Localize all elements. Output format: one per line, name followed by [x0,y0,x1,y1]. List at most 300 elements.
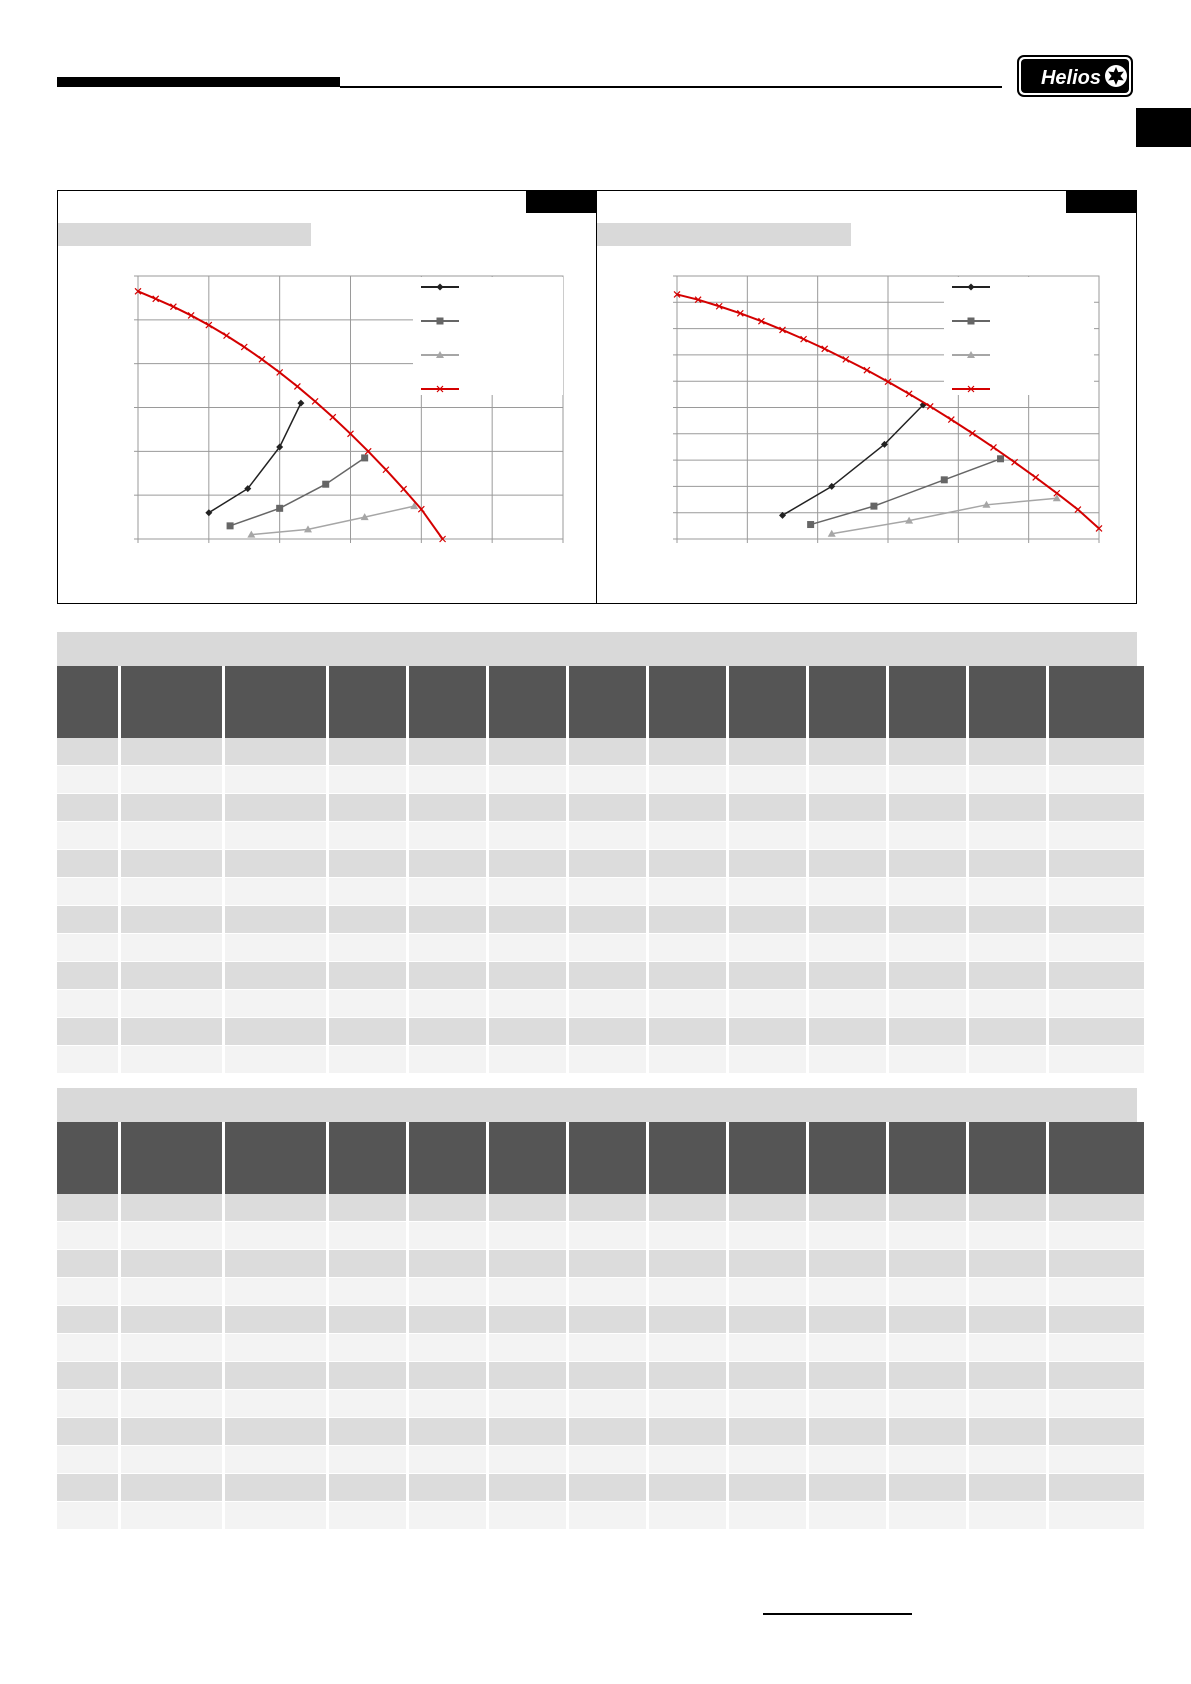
table-cell [225,962,326,990]
table-cell [809,1046,886,1074]
table-cell [329,1250,406,1278]
table-row [57,1278,1144,1306]
table-cell [121,1222,222,1250]
series-line [832,498,1057,534]
table-cell [649,906,726,934]
table-cell [409,1194,486,1222]
table-cell [225,822,326,850]
table-cell [121,822,222,850]
table-cell [969,1502,1046,1530]
table-cell [969,878,1046,906]
legend-background [944,277,1094,395]
table-cell [225,1390,326,1418]
table-cell [1049,1390,1144,1418]
table-cell [569,934,646,962]
table-cell [225,1278,326,1306]
table-cell [729,1018,806,1046]
table-cell [489,1362,566,1390]
table-cell [489,906,566,934]
table-cell [649,1474,726,1502]
data-point [437,318,444,325]
table-cell [569,1250,646,1278]
table-cell [329,1390,406,1418]
table-cell [889,738,966,766]
table-cell [329,1222,406,1250]
table-cell [649,1362,726,1390]
table-cell [1049,1046,1144,1074]
data-point [383,467,389,473]
table-cell [57,1306,118,1334]
table-cell [729,1474,806,1502]
table-row [57,850,1144,878]
table-cell [57,1334,118,1362]
table-cell [409,1306,486,1334]
table-cell [225,1306,326,1334]
table-cell [969,1334,1046,1362]
table-cell [329,794,406,822]
performance-chart-left [58,191,598,605]
data-point [927,403,933,409]
table-cell [409,738,486,766]
data-table-1 [57,632,1137,1074]
column-header [809,666,886,738]
table-cell [809,766,886,794]
table-row [57,738,1144,766]
table-cell [409,878,486,906]
data-point [948,417,954,423]
table-row [57,1334,1144,1362]
table-cell [489,1222,566,1250]
table-cell [569,766,646,794]
table-cell [1049,766,1144,794]
table-cell [121,1334,222,1362]
table-cell [225,878,326,906]
table-cell [489,822,566,850]
table-cell [649,766,726,794]
table-cell [969,990,1046,1018]
table-cell [409,1474,486,1502]
table-row [57,1306,1144,1334]
series-line [811,459,1001,525]
table-cell [969,962,1046,990]
table-cell [649,822,726,850]
table-cell [121,1250,222,1278]
table-cell [809,1362,886,1390]
column-header [409,1122,486,1194]
table-cell [969,1306,1046,1334]
table-cell [57,1222,118,1250]
table-cell [329,738,406,766]
data-point [322,481,329,488]
table-cell [809,934,886,962]
table-row [57,1194,1144,1222]
table-caption [57,632,1137,666]
table-row [57,934,1144,962]
series-4 [135,288,446,542]
table-row [57,1250,1144,1278]
data-point [997,455,1004,462]
table-cell [809,1018,886,1046]
table-cell [729,934,806,962]
table-cell [57,962,118,990]
table-cell [649,990,726,1018]
table-cell [729,878,806,906]
table-cell [969,1390,1046,1418]
data-point [870,503,877,510]
table-cell [409,1502,486,1530]
table-cell [57,794,118,822]
table-cell [1049,738,1144,766]
table-cell [569,1046,646,1074]
table-cell [729,1502,806,1530]
table-cell [121,1502,222,1530]
table-row [57,794,1144,822]
table-cell [649,934,726,962]
table-row [57,1362,1144,1390]
table-cell [329,990,406,1018]
table-cell [809,1194,886,1222]
table-cell [809,1250,886,1278]
table-cell [569,1362,646,1390]
table-cell [489,1418,566,1446]
column-header [809,1122,886,1194]
table-cell [729,1046,806,1074]
table-cell [225,794,326,822]
table-cell [569,1474,646,1502]
table-cell [57,906,118,934]
table-cell [569,794,646,822]
series-line [209,403,301,513]
table-cell [969,1046,1046,1074]
table-cell [121,1390,222,1418]
table-cell [969,1278,1046,1306]
data-point [807,521,814,528]
data-point [312,398,318,404]
table-cell [121,906,222,934]
column-header [225,1122,326,1194]
table-row [57,962,1144,990]
table-cell [1049,1362,1144,1390]
header-rule-thick [57,77,340,87]
table-cell [489,794,566,822]
table-cell [889,1046,966,1074]
table-cell [329,1018,406,1046]
table-cell [1049,1334,1144,1362]
table-cell [489,990,566,1018]
table-cell [889,990,966,1018]
section-tab-marker [1136,108,1191,147]
table-cell [1049,1306,1144,1334]
table-cell [809,906,886,934]
table-row [57,822,1144,850]
table-row [57,878,1144,906]
table-cell [57,1502,118,1530]
chart-panel-left [57,190,597,604]
series-line [230,458,365,526]
column-header [225,666,326,738]
table-row [57,1222,1144,1250]
table-cell [809,1502,886,1530]
table-cell [729,1334,806,1362]
table-cell [121,1418,222,1446]
table-cell [569,1446,646,1474]
table-cell [121,794,222,822]
data-point [906,391,912,397]
table-cell [729,1362,806,1390]
table-cell [729,1390,806,1418]
table-cell [889,766,966,794]
column-header [329,666,406,738]
table-cell [729,1194,806,1222]
table-cell [889,1390,966,1418]
table-cell [225,1018,326,1046]
table-cell [329,962,406,990]
table-cell [969,1018,1046,1046]
table-cell [889,1194,966,1222]
table-cell [1049,1474,1144,1502]
table-cell [57,934,118,962]
chart-panel-right [596,190,1137,604]
table-cell [969,1222,1046,1250]
table-cell [489,1250,566,1278]
data-point [361,454,368,461]
table-cell [121,990,222,1018]
table-cell [121,766,222,794]
table-cell [57,1390,118,1418]
table-cell [569,1418,646,1446]
series-3 [828,494,1061,537]
data-point [968,318,975,325]
table-cell [57,878,118,906]
table-cell [969,1194,1046,1222]
table-cell [889,1362,966,1390]
table-cell [569,990,646,1018]
table-cell [1049,794,1144,822]
column-header [649,666,726,738]
table-cell [889,1278,966,1306]
table-cell [809,738,886,766]
table-cell [121,850,222,878]
table-cell [409,1250,486,1278]
table-cell [569,1018,646,1046]
table-cell [409,1222,486,1250]
column-header [889,666,966,738]
table-cell [1049,990,1144,1018]
table-cell [649,962,726,990]
data-table-2 [57,1088,1137,1530]
data-point [991,444,997,450]
table-cell [121,1194,222,1222]
table-cell [729,850,806,878]
table-cell [1049,878,1144,906]
table-cell [889,1334,966,1362]
table-cell [1049,962,1144,990]
table-cell [969,1446,1046,1474]
data-point [969,430,975,436]
table-cell [729,1306,806,1334]
table-cell [809,1222,886,1250]
table-cell [225,1250,326,1278]
data-point [259,356,265,362]
series-2 [807,455,1004,528]
table-cell [1049,906,1144,934]
table-cell [489,1018,566,1046]
table-cell [1049,1502,1144,1530]
table-cell [225,1194,326,1222]
table-cell [969,766,1046,794]
table-cell [1049,1222,1144,1250]
series-1 [205,400,304,517]
table-cell [649,1306,726,1334]
table-cell [409,934,486,962]
table-cell [1049,1446,1144,1474]
table-cell [729,990,806,1018]
table-cell [809,878,886,906]
table-row [57,1046,1144,1074]
table-cell [225,990,326,1018]
table-cell [809,850,886,878]
table-cell [649,1222,726,1250]
table-row [57,1390,1144,1418]
table-cell [489,850,566,878]
table-cell [569,1390,646,1418]
table-cell [225,906,326,934]
table-cell [1049,850,1144,878]
table-cell [809,1474,886,1502]
table-cell [809,1446,886,1474]
table-row [57,766,1144,794]
data-point [330,414,336,420]
table-cell [489,1390,566,1418]
table-cell [409,1278,486,1306]
table-cell [729,1250,806,1278]
table-cell [969,850,1046,878]
table-cell [225,1446,326,1474]
data-point [294,383,300,389]
table-cell [729,794,806,822]
table-cell [569,1222,646,1250]
table-cell [409,906,486,934]
table-cell [809,1306,886,1334]
table-cell [121,1306,222,1334]
column-header [329,1122,406,1194]
column-header [729,1122,806,1194]
table-cell [329,934,406,962]
column-header [729,666,806,738]
table-row [57,1018,1144,1046]
table-cell [569,1278,646,1306]
table-cell [225,1334,326,1362]
table-cell [57,990,118,1018]
table-cell [729,1446,806,1474]
table-cell [889,878,966,906]
table-cell [569,822,646,850]
table-cell [409,766,486,794]
table-cell [329,1046,406,1074]
table-cell [889,1446,966,1474]
table-cell [225,766,326,794]
performance-chart-right [597,191,1138,605]
table-cell [489,1046,566,1074]
table-cell [649,1418,726,1446]
table-cell [489,1194,566,1222]
table-cell [489,1502,566,1530]
table-cell [57,1194,118,1222]
table-cell [329,1474,406,1502]
series-3 [247,502,418,537]
table-cell [329,1362,406,1390]
table-cell [409,1018,486,1046]
table-cell [569,850,646,878]
column-header [121,1122,222,1194]
table-cell [889,1018,966,1046]
table-cell [729,766,806,794]
table-cell [889,822,966,850]
table-cell [409,850,486,878]
table-cell [57,850,118,878]
table-cell [569,906,646,934]
table-cell [1049,1278,1144,1306]
data-point [1033,474,1039,480]
series-line [138,291,443,539]
table-cell [329,1194,406,1222]
table-cell [649,1018,726,1046]
table-cell [409,1334,486,1362]
table-cell [57,1362,118,1390]
table-cell [329,766,406,794]
table-cell [57,1250,118,1278]
table-cell [489,1446,566,1474]
table-cell [329,1502,406,1530]
table-cell [969,738,1046,766]
table-cell [489,962,566,990]
table-cell [969,794,1046,822]
table-cell [569,1306,646,1334]
data-point [276,505,283,512]
table-cell [889,934,966,962]
table-cell [889,906,966,934]
table-cell [729,1418,806,1446]
table-cell [969,906,1046,934]
table-cell [489,1306,566,1334]
table-cell [121,1018,222,1046]
table-cell [225,934,326,962]
table-cell [57,1446,118,1474]
table-cell [889,1474,966,1502]
table-cell [649,850,726,878]
table-cell [569,1502,646,1530]
table-cell [1049,1018,1144,1046]
table-cell [121,1446,222,1474]
table-cell [489,738,566,766]
table-cell [569,738,646,766]
data-point [941,476,948,483]
helios-logo-icon [1017,54,1133,98]
table-cell [969,1418,1046,1446]
table-cell [329,850,406,878]
table-cell [969,1250,1046,1278]
table-cell [409,990,486,1018]
table-cell [329,1446,406,1474]
table-cell [329,878,406,906]
table-cell [649,738,726,766]
table-cell [649,1446,726,1474]
table-cell [809,822,886,850]
table-cell [889,1502,966,1530]
table-row [57,990,1144,1018]
table-cell [729,962,806,990]
table-cell [729,738,806,766]
